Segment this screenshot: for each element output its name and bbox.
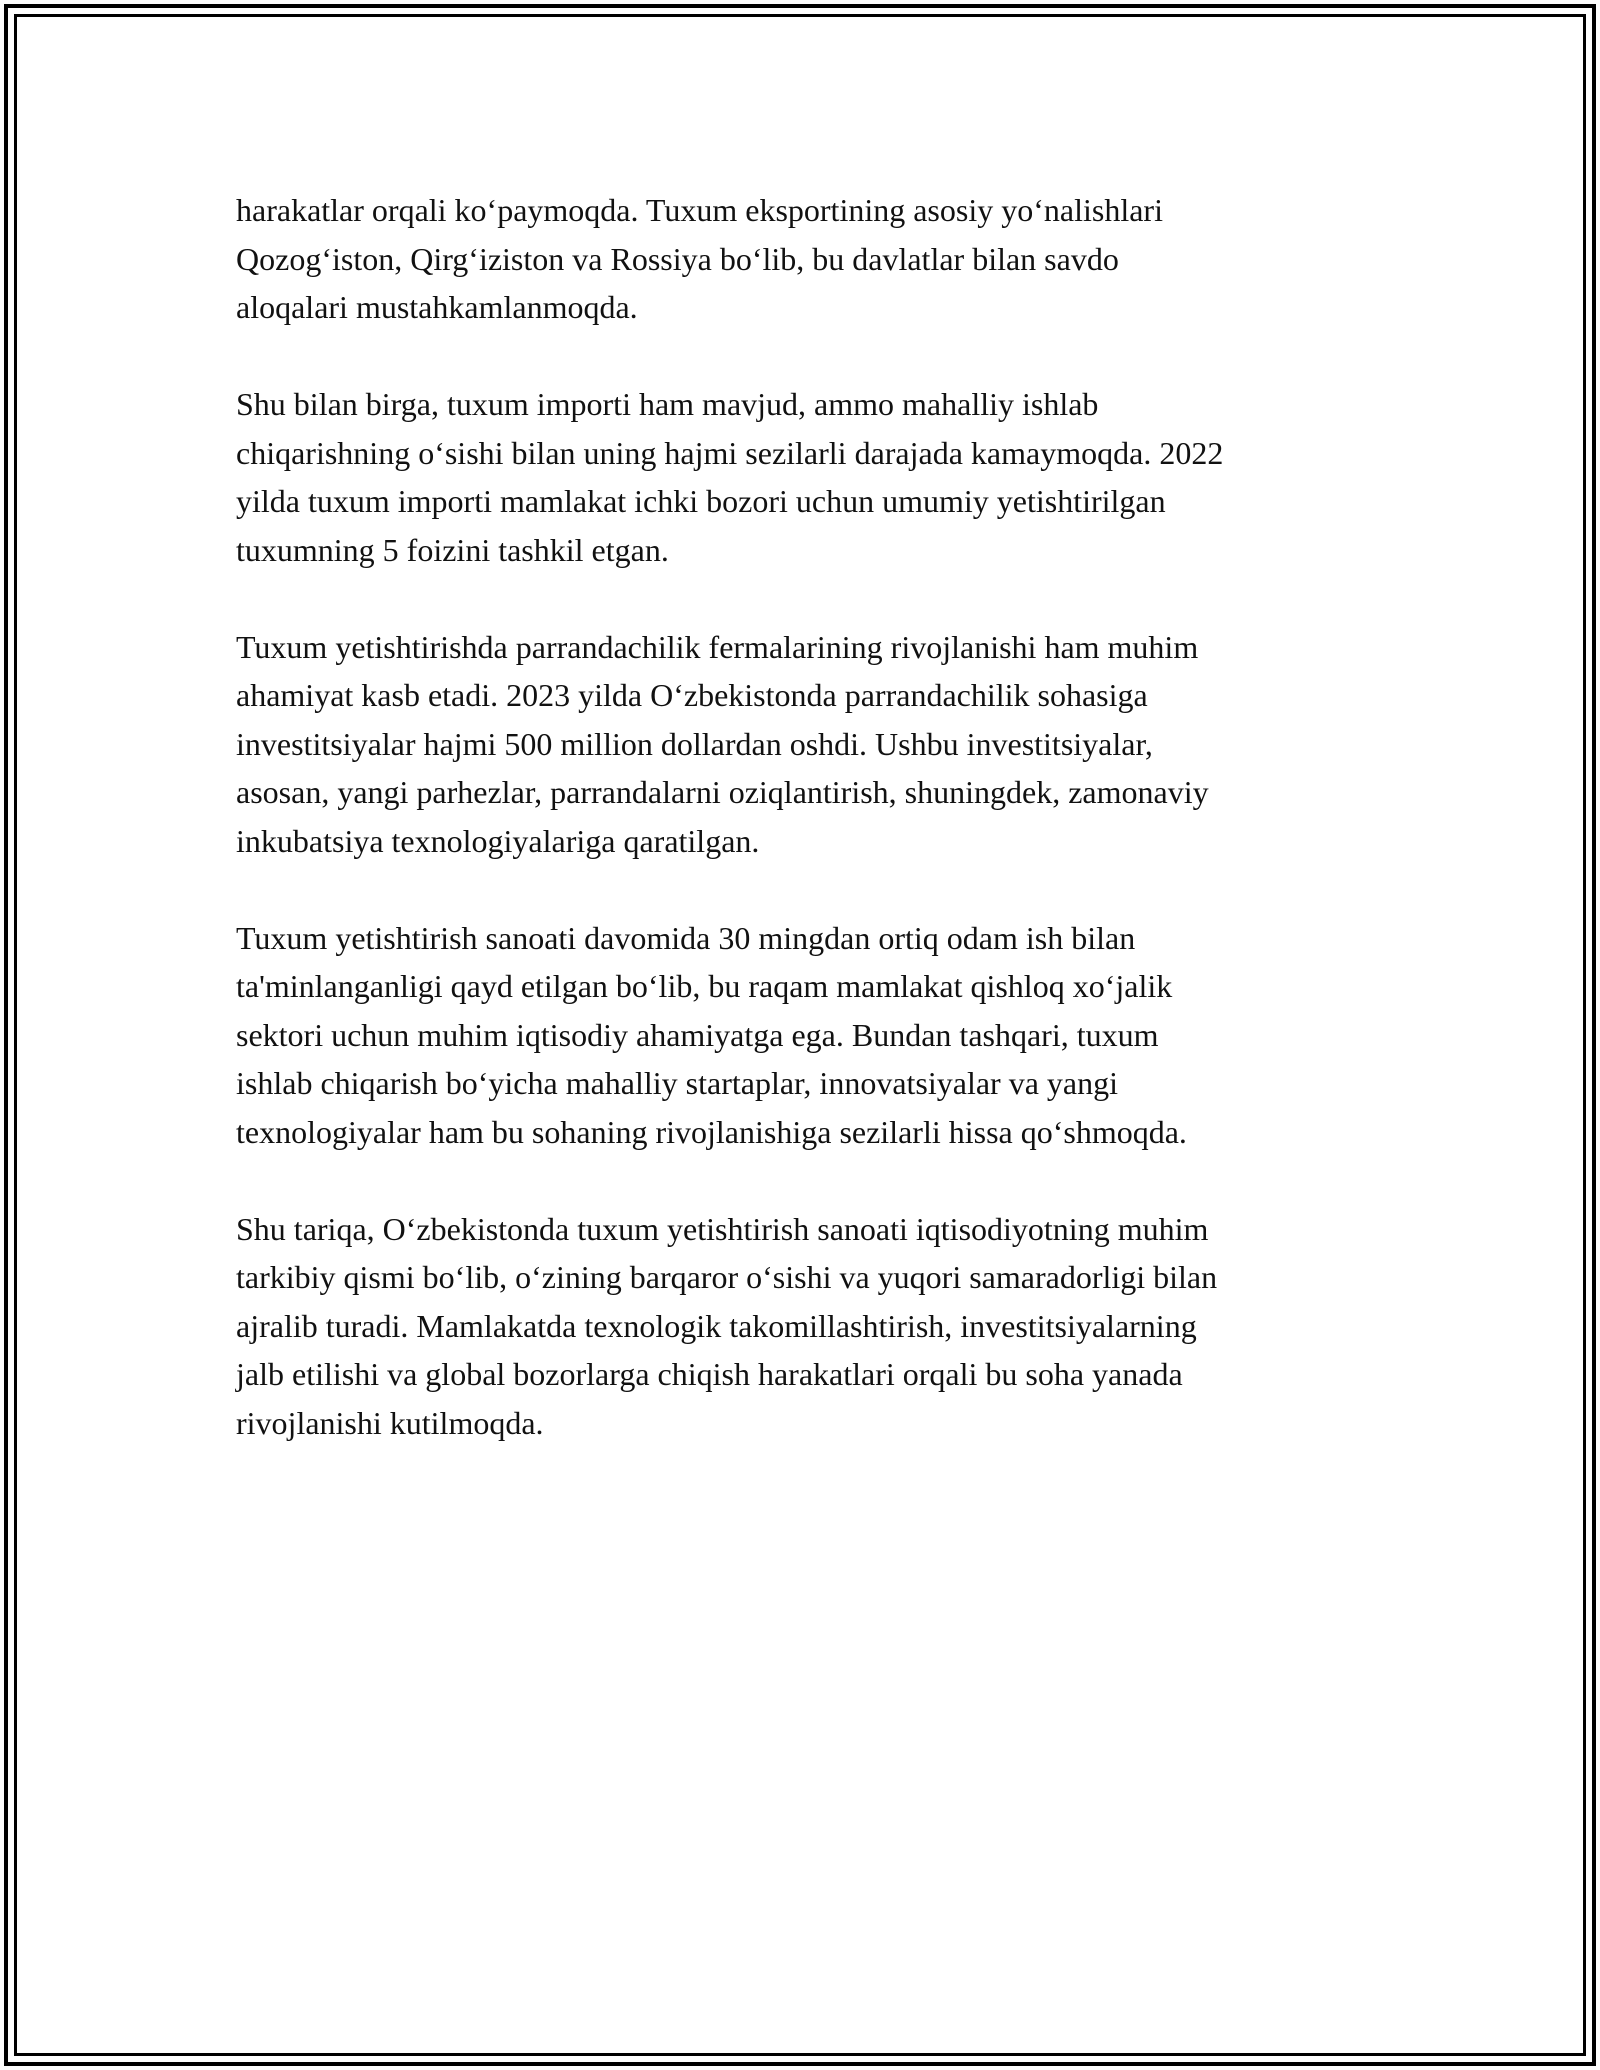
document-body [236,186,1386,1496]
paragraph-import: Shu bilan birga, tuxum importi ham mavjud, ammo mahalliy ishlab chiqarishning o‘sishi bilan uning hajmi sezilarli darajada kamaymoqda. 2022 yilda tuxum importi mamlakat ichki bozori uchun umumiy yetishtirilgan tuxumning 5 foizini tashkil etgan. [236,386,1224,568]
paragraph-employment: Tuxum yetishtirish sanoati davomida 30 mingdan ortiq odam ish bilan ta'minlanganligi qayd etilgan bo‘lib, bu raqam mamlakat qishloq xo‘jalik sektori uchun muhim iqtisodiy ahamiyatga ega. Bundan tashqari, tuxum ishlab chiqarish bo‘yicha mahalliy startaplar, innovatsiyalar va yangi texnologiyalar ham bu sohaning rivojlanishiga sezilarli hissa qo‘shmoqda. [236,919,1187,1150]
paragraph-conclusion: Shu tariqa, O‘zbekistonda tuxum yetishtirish sanoati iqtisodiyotning muhim tarkibiy qismi bo‘lib, o‘zining barqaror o‘sishi va yuqori samaradorligi bilan ajralib turadi. Mamlakatda texnologik takomillashtirish, investitsiyalarning jalb etilishi va global bozorlarga chiqish harakatlari orqali bu soha yanada rivojlanishi kutilmoqda. [236,1210,1218,1441]
paragraph-poultry-farms: Tuxum yetishtirishda parrandachilik fermalarining rivojlanishi ham muhim ahamiyat kasb etadi. 2023 yilda O‘zbekistonda parrandachilik sohasiga investitsiyalar hajmi 500 million dollardan oshdi. Ushbu investitsiyalar, asosan, yangi parhezlar, parrandalarni oziqlantirish, shuningdek, zamonaviy inkubatsiya texnologiyalariga qaratilgan. [236,628,1209,859]
paragraph-export: harakatlar orqali ko‘paymoqda. Tuxum eksportining asosiy yo‘nalishlari Qozog‘iston, Qirg‘iziston va Rossiya bo‘lib, bu davlatlar bilan savdo aloqalari mustahkamlanmoqda. [236,192,1163,325]
